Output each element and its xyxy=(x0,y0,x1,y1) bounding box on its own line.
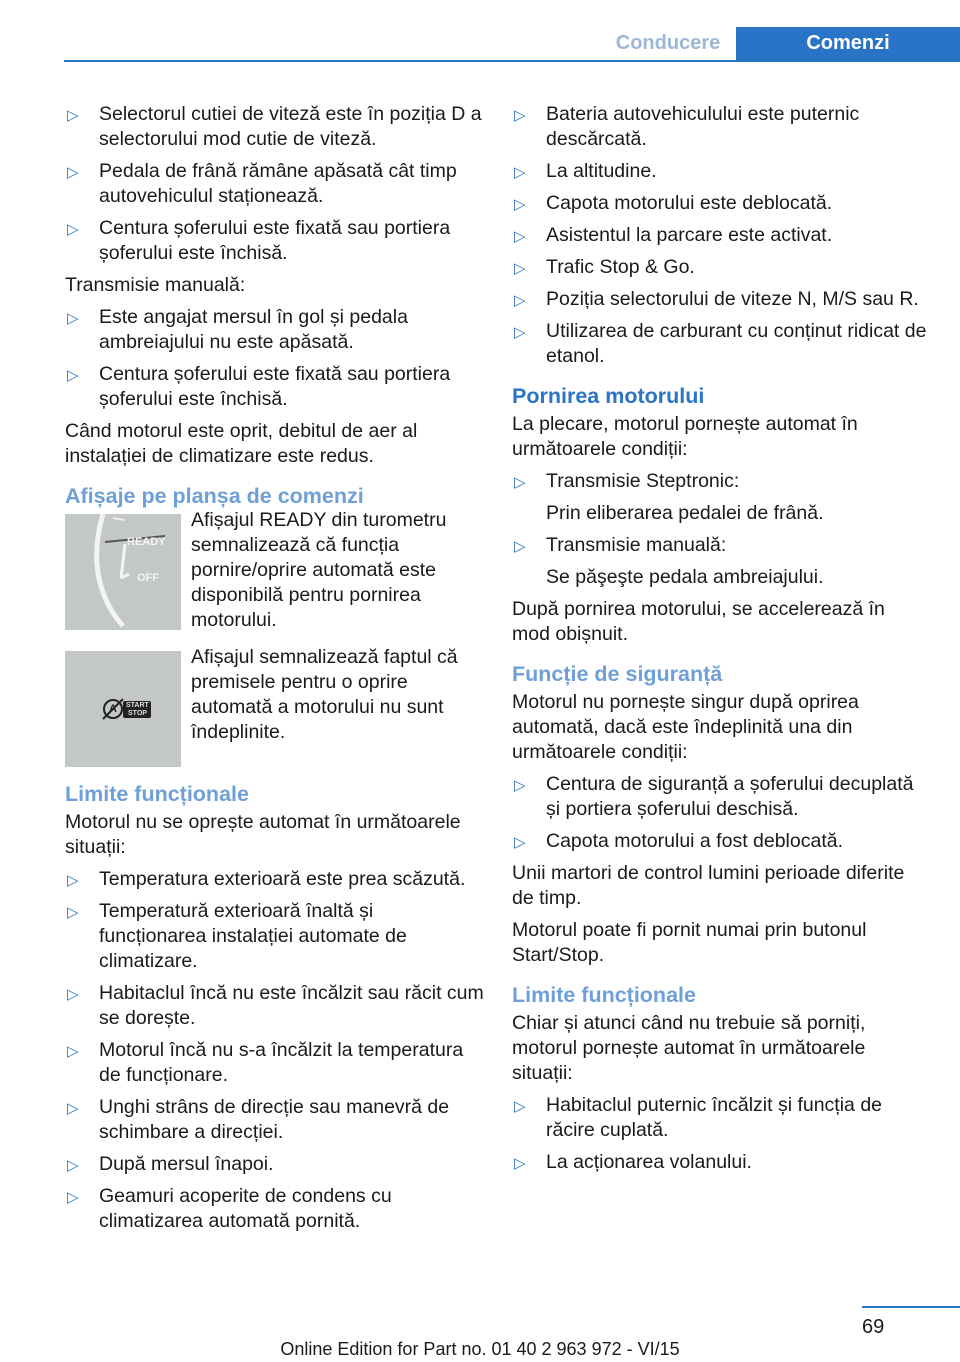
lamps-note: Unii martori de control lumini perioade diferite de timp. xyxy=(512,862,905,909)
list-item: ▷ Bateria autovehiculului este puternic descărcată. xyxy=(514,103,860,150)
list-item: ▷ Habitaclul încă nu este încălzit sau răcit cum se dorește. xyxy=(67,982,484,1029)
heading-safety: Funcție de siguranță xyxy=(512,662,723,686)
airflow-note: Când motorul este oprit, debitul de aer al instalației de climatizare este redus. xyxy=(65,420,418,467)
list-item-detail: Prin eliberarea pedalei de frână. xyxy=(546,502,824,524)
list-item: ▷ Centura șoferului este fixată sau portiera șoferului este închisă. xyxy=(67,217,451,264)
figure-startstop xyxy=(65,646,485,767)
triangle-bullet-icon: ▷ xyxy=(67,1189,79,1206)
list-item: ▷ Unghi strâns de direcție sau manevră de schimbare a direcției. xyxy=(67,1096,450,1143)
triangle-bullet-icon: ▷ xyxy=(514,164,526,181)
list-item: ▷ Centura de siguranță a șoferului decuplată și portiera șoferului deschisă. xyxy=(514,773,914,820)
triangle-bullet-icon: ▷ xyxy=(514,777,526,794)
list-item-detail: Se păşeşte pedala ambreiajului. xyxy=(546,566,824,588)
safety-intro: Motorul nu pornește singur după oprirea automată, dacă este îndeplinită una din următoarele condiții: xyxy=(512,691,859,763)
list-item: ▷ Temperatura exterioară este prea scăzută. xyxy=(65,867,485,892)
list-item: ▷ Utilizarea de carburant cu conținut ridicat de etanol. xyxy=(514,320,927,367)
triangle-bullet-icon: ▷ xyxy=(514,107,526,124)
heading-limits: Limite funcționale xyxy=(65,782,249,806)
triangle-bullet-icon: ▷ xyxy=(67,1100,79,1117)
after-start-note: După pornirea motorului, se accelerează în mod obișnuit. xyxy=(512,598,885,645)
list-item: ▷ Habitaclul puternic încălzit și funcția de răcire cuplată. xyxy=(514,1094,883,1141)
heading-display: Afișaje pe planșa de comenzi xyxy=(65,484,364,508)
auto-a-label: A xyxy=(109,703,117,715)
list-item: ▷ Capota motorului a fost deblocată. xyxy=(512,829,927,854)
startstop-note: Motorul poate fi pornit numai prin butonul Start/Stop. xyxy=(512,919,867,966)
triangle-bullet-icon: ▷ xyxy=(67,872,79,889)
triangle-bullet-icon: ▷ xyxy=(514,1155,526,1172)
start-intro: La plecare, motorul pornește automat în următoarele condiții: xyxy=(512,413,858,460)
list-item: ▷ La acționarea volanului. xyxy=(512,1150,927,1175)
tachometer-ready-image xyxy=(65,514,181,630)
triangle-bullet-icon: ▷ xyxy=(514,834,526,851)
list-item: ▷ Pedala de frână rămâne apăsată cât timp autovehiculul staționează. xyxy=(67,160,457,207)
start-label: START xyxy=(126,702,149,709)
list-item: ▷ După mersul înapoi. xyxy=(65,1152,485,1177)
off-label: OFF xyxy=(137,572,159,584)
list-item: ▷ La altitudine. xyxy=(512,159,927,184)
header-tab-comenzi[interactable]: Comenzi xyxy=(736,27,960,60)
manual-label: Transmisie manuală: xyxy=(65,274,246,296)
triangle-bullet-icon: ▷ xyxy=(67,107,79,124)
list-item: ▷ Transmisie manuală: xyxy=(512,533,927,558)
triangle-bullet-icon: ▷ xyxy=(67,986,79,1003)
triangle-bullet-icon: ▷ xyxy=(514,196,526,213)
stop-label: STOP xyxy=(128,710,147,717)
list-item: ▷ Selectorul cutiei de viteză este în poziția D a selectorului mod cutie de viteză. xyxy=(67,103,482,150)
triangle-bullet-icon: ▷ xyxy=(514,538,526,555)
figure-startstop-text: Afișajul semnalizează faptul că premisele pentru o oprire automată a motorului nu sunt îndeplinite. xyxy=(191,646,458,743)
header-tab-conducere[interactable]: Conducere xyxy=(600,27,736,60)
list-item: ▷ Asistentul la parcare este activat. xyxy=(512,223,927,248)
left-column xyxy=(65,102,485,1241)
triangle-bullet-icon: ▷ xyxy=(514,324,526,341)
ready-label: READY xyxy=(127,536,166,548)
triangle-bullet-icon: ▷ xyxy=(67,1043,79,1060)
triangle-bullet-icon: ▷ xyxy=(67,164,79,181)
list-item: ▷ Motorul încă nu s-a încălzit la temperatura de funcționare. xyxy=(67,1039,464,1086)
list-item: ▷ Trafic Stop & Go. xyxy=(512,255,927,280)
triangle-bullet-icon: ▷ xyxy=(67,310,79,327)
footer-divider xyxy=(862,1306,960,1308)
page-number: 69 xyxy=(862,1316,885,1338)
triangle-bullet-icon: ▷ xyxy=(514,474,526,491)
list-item: ▷ Poziția selectorului de viteze N, M/S sau R. xyxy=(512,287,927,312)
figure-ready xyxy=(65,509,485,633)
limits2-intro: Chiar și atunci când nu trebuie să porniți, motorul pornește automat în următoarele situații: xyxy=(512,1012,866,1084)
triangle-bullet-icon: ▷ xyxy=(514,292,526,309)
list-item: ▷ Este angajat mersul în gol și pedala ambreiajului nu este apăsată. xyxy=(67,306,408,353)
list-item: ▷ Capota motorului este deblocată. xyxy=(512,191,927,216)
list-item: ▷ Geamuri acoperite de condens cu climatizarea automată pornită. xyxy=(67,1185,392,1232)
header-divider xyxy=(64,60,960,62)
heading-start: Pornirea motorului xyxy=(512,384,705,408)
triangle-bullet-icon: ▷ xyxy=(67,367,79,384)
triangle-bullet-icon: ▷ xyxy=(514,260,526,277)
triangle-bullet-icon: ▷ xyxy=(67,904,79,921)
triangle-bullet-icon: ▷ xyxy=(67,1157,79,1174)
list-item: ▷ Centura șoferului este fixată sau portiera șoferului este închisă. xyxy=(67,363,451,410)
limits-intro: Motorul nu se oprește automat în următoarele situații: xyxy=(65,811,461,858)
footer-edition: Online Edition for Part no. 01 40 2 963 972 - VI/15 xyxy=(280,1339,680,1359)
heading-limits-2: Limite funcționale xyxy=(512,983,696,1007)
triangle-bullet-icon: ▷ xyxy=(514,1098,526,1115)
startstop-warning-image xyxy=(65,651,181,767)
list-item: ▷ Transmisie Steptronic: xyxy=(512,469,927,494)
triangle-bullet-icon: ▷ xyxy=(67,221,79,238)
figure-ready-text: Afișajul READY din turometru semnalizează că funcția pornire/oprire automată este disponibilă pentru pornirea motorului. xyxy=(191,509,447,631)
right-column xyxy=(512,102,927,1182)
list-item: ▷ Temperatură exterioară înaltă și funcționarea instalației automate de climatizare. xyxy=(67,900,407,972)
triangle-bullet-icon: ▷ xyxy=(514,228,526,245)
